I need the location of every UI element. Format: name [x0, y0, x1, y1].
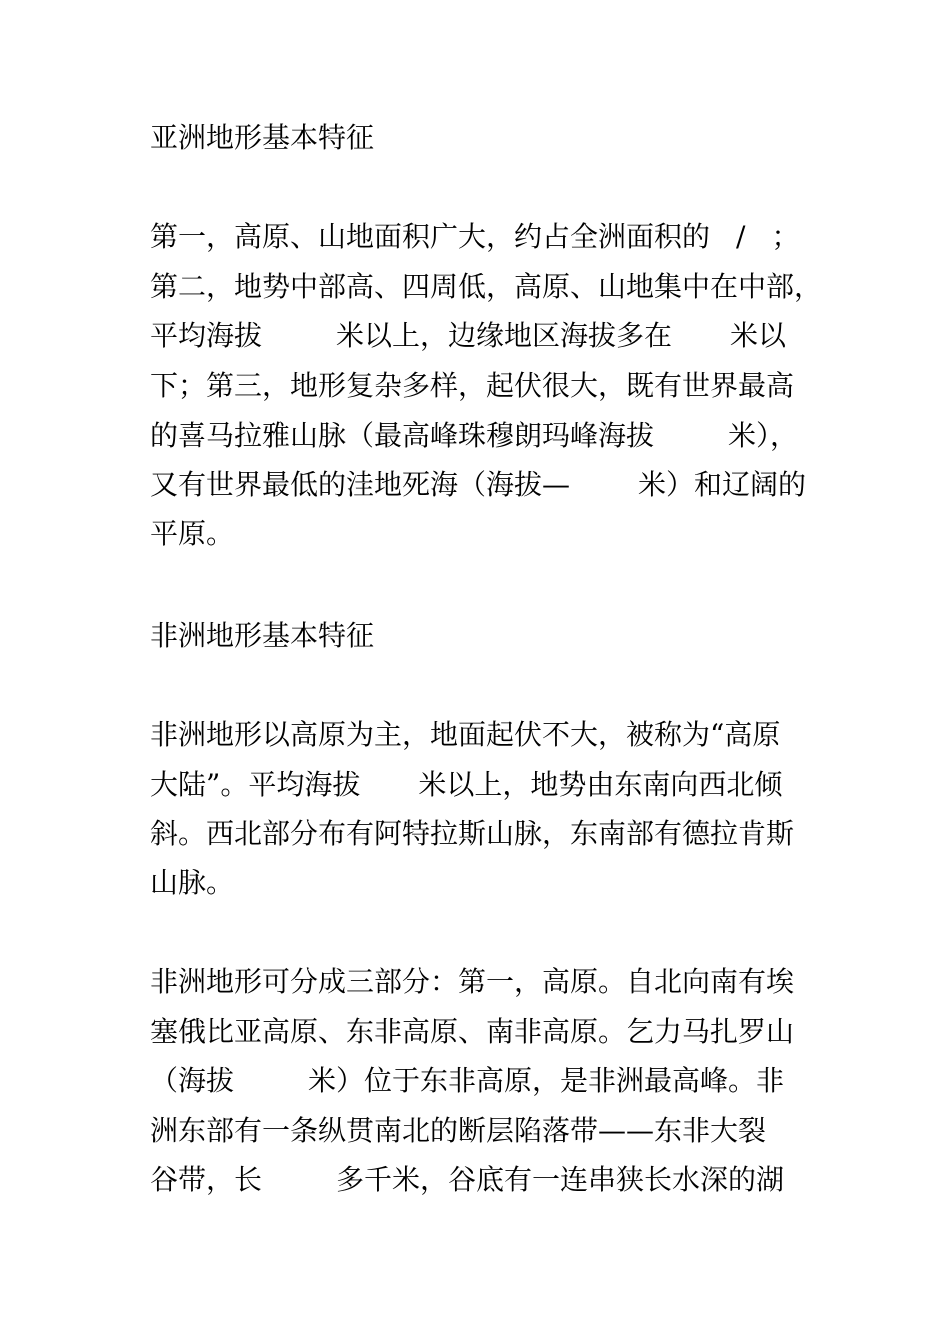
text-line: 山脉。	[150, 866, 235, 899]
text-line: 非洲地形可分成三部分：第一，高原。自北向南有埃	[150, 965, 795, 998]
text-line: （海拔 米）位于东非高原，是非洲最高峰。非	[150, 1064, 785, 1097]
text-line: 下；第三，地形复杂多样，起伏很大，既有世界最高	[150, 369, 795, 402]
section-heading-asia: 亚洲地形基本特征	[150, 121, 375, 154]
text-line: 洲东部有一条纵贯南北的断层陷落带——东非大裂	[150, 1114, 767, 1147]
text-line: 大陆”。平均海拔 米以上，地势由东南向西北倾	[150, 768, 783, 801]
text-line: 斜。西北部分布有阿特拉斯山脉，东南部有德拉肯斯	[150, 817, 795, 850]
text-line: 平均海拔 米以上，边缘地区海拔多在 米以	[150, 319, 787, 352]
text-line: 谷带，长 多千米，谷底有一连串狭长水深的湖	[150, 1163, 785, 1196]
text-line: 第一，高原、山地面积广大，约占全洲面积的 / ；	[150, 220, 800, 253]
text-line: 的喜马拉雅山脉（最高峰珠穆朗玛峰海拔 米），	[150, 419, 799, 452]
text-line: 第二，地势中部高、四周低，高原、山地集中在中部，	[150, 270, 823, 303]
section-heading-africa: 非洲地形基本特征	[150, 619, 375, 652]
text-line: 非洲地形以高原为主，地面起伏不大，被称为“高原	[150, 718, 781, 751]
text-line: 平原。	[150, 517, 235, 550]
text-line: 塞俄比亚高原、东非高原、南非高原。乞力马扎罗山	[150, 1015, 795, 1048]
text-line: 又有世界最低的洼地死海（海拔— 米）和辽阔的	[150, 468, 807, 501]
